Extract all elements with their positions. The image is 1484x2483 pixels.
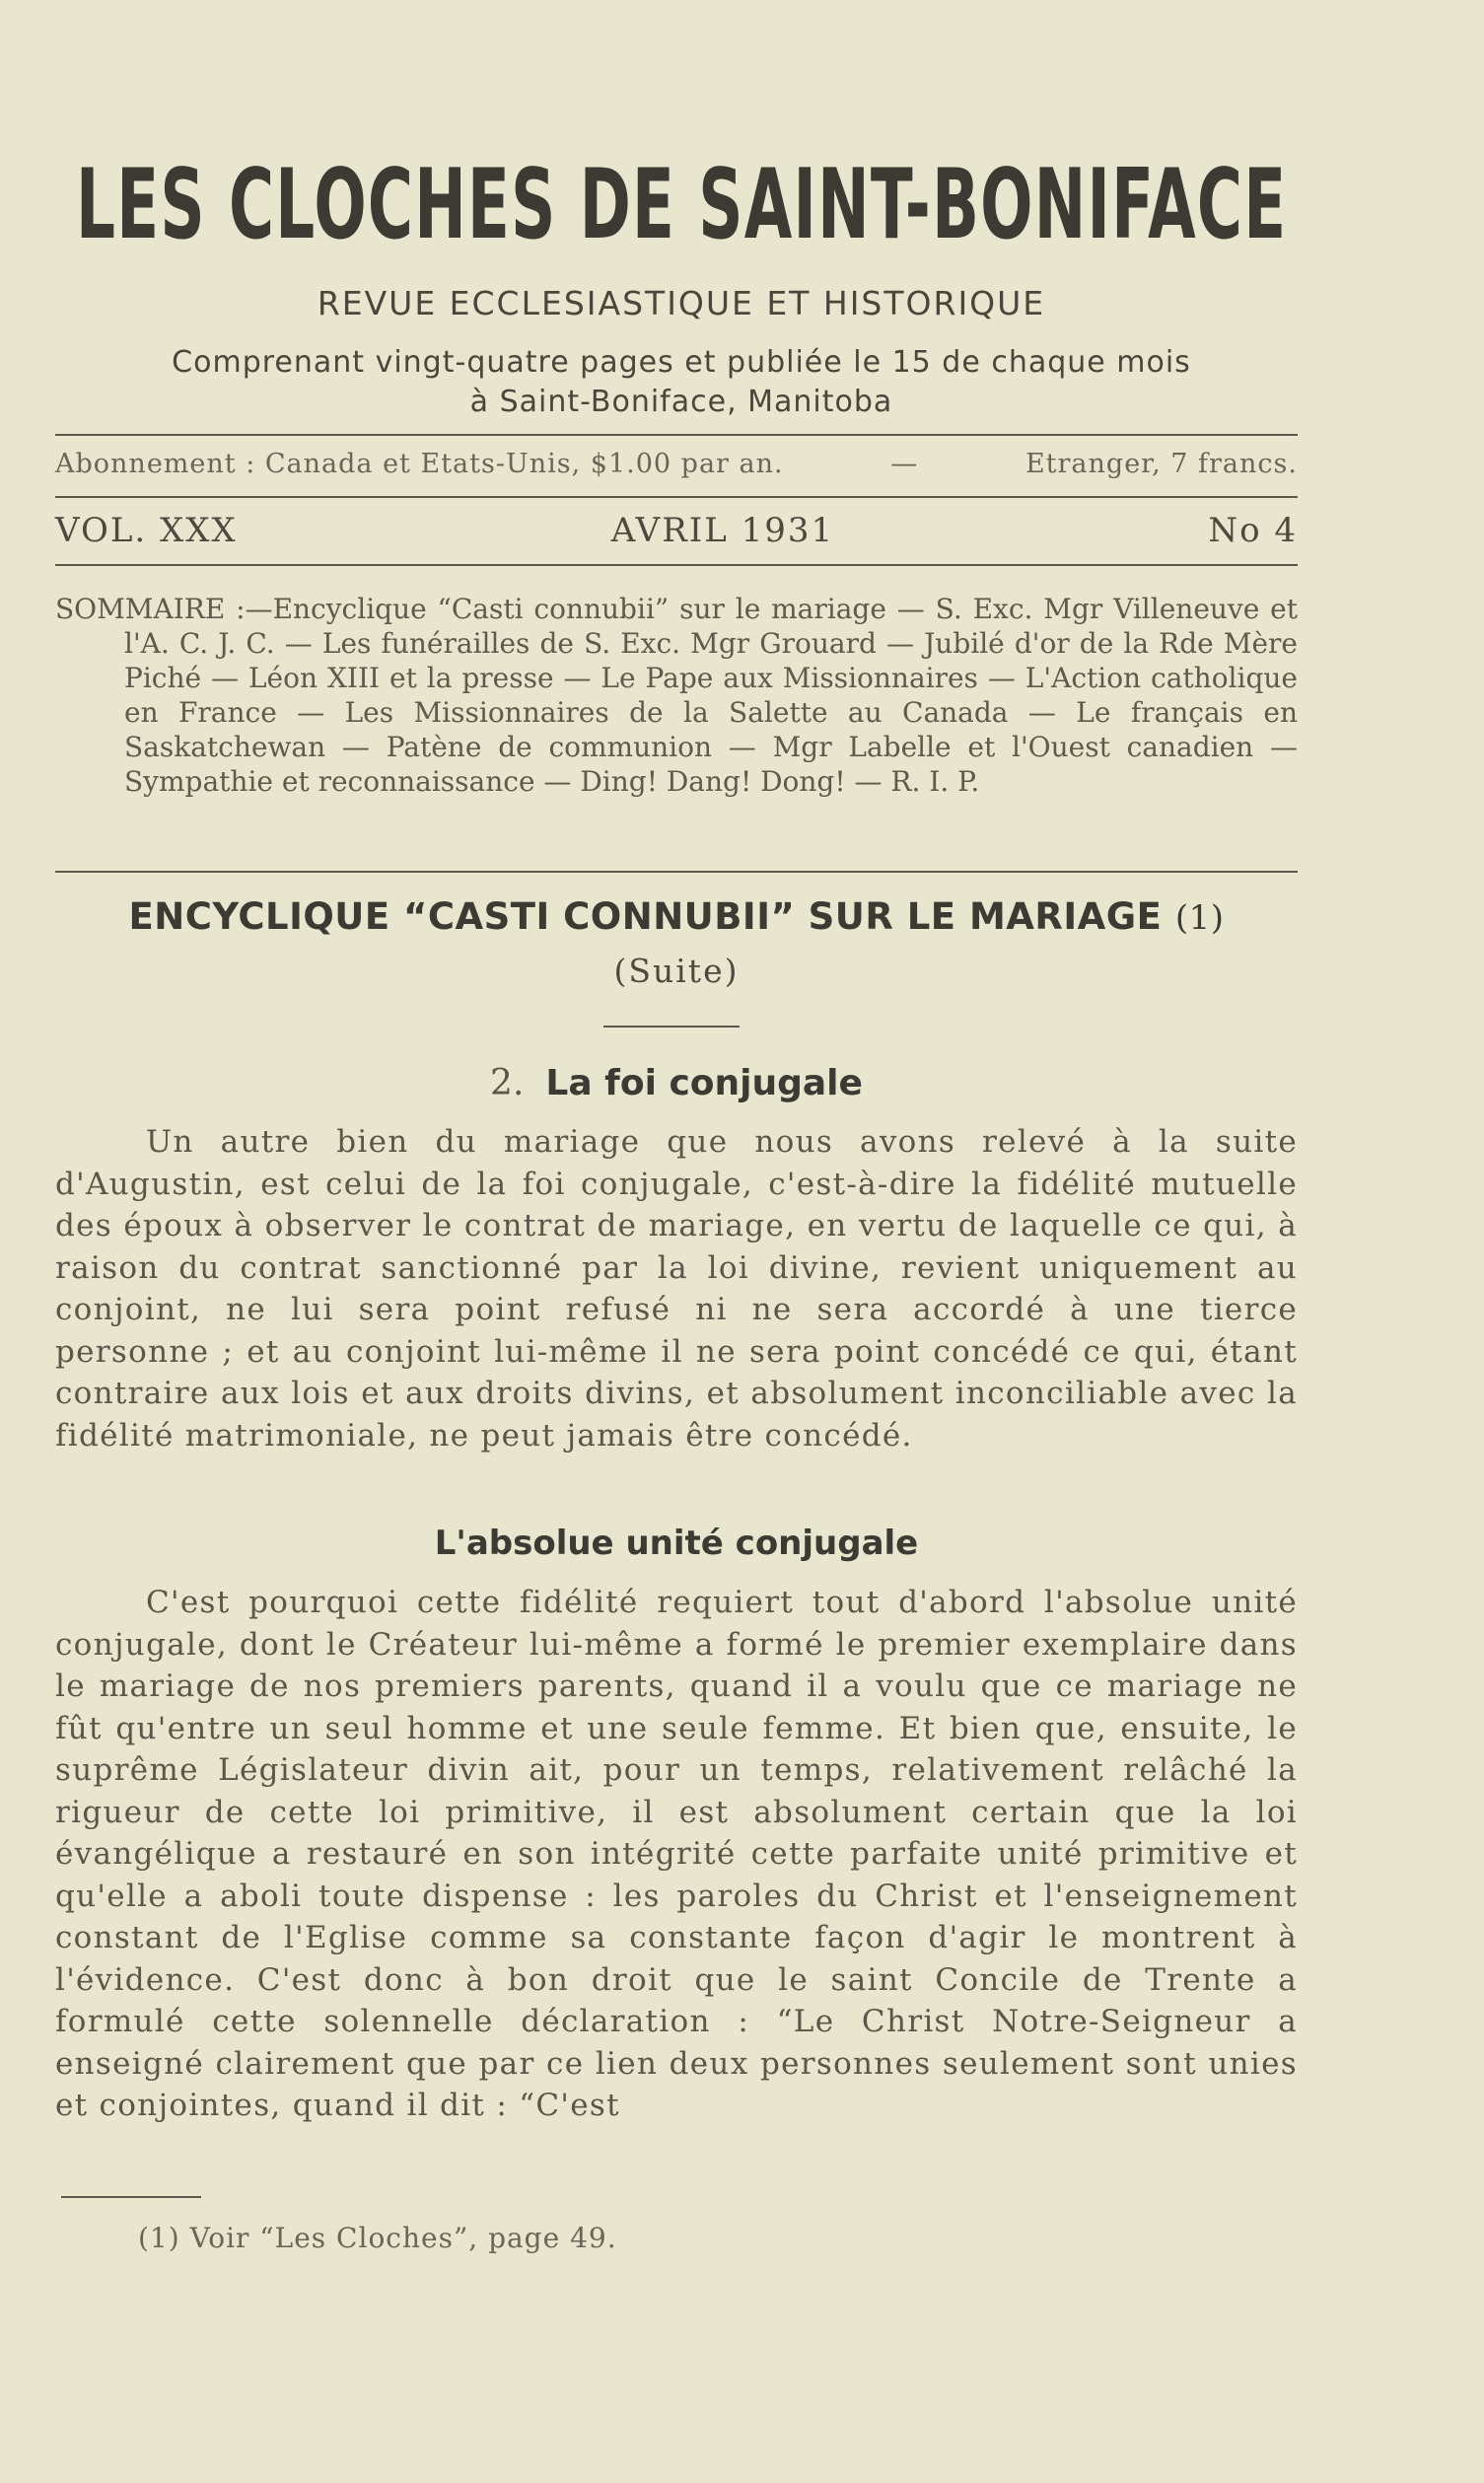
- subscription-line: [55, 449, 1298, 479]
- divider: [55, 496, 1298, 498]
- short-divider: [603, 1026, 740, 1028]
- masthead-subtitle: REVUE ECCLESIASTIQUE ET HISTORIQUE: [317, 284, 1046, 322]
- article-title-text: ENCYCLIQUE “CASTI CONNUBII” SUR LE MARIAGE: [128, 895, 1163, 938]
- subscription-separator: —: [890, 449, 919, 479]
- publication-info-line-2: à Saint-Boniface, Manitoba: [469, 385, 893, 419]
- body-paragraph-1: Un autre bien du mariage que nous avons relevé à la suite d'Augustin, est celui de la foi conjugale, c'est-à-dire la fidélité mutuelle des époux à observer le contrat de mariage, en vertu de laquelle ce qui, à raison du contrat sanctionné par la loi divine, revient uniquement au conjoint, ne lui sera point refusé ni ne sera accordé à une tierce personne ; et au conjoint lui-même il ne sera point concédé ce qui, étant contraire aux lois et aux droits divins, et absolument inconciliable avec la fidélité matrimoniale, ne peut jamais être concédé.: [55, 1124, 1298, 1454]
- issue-line: [55, 511, 1298, 550]
- issue-number: No 4: [1208, 511, 1298, 550]
- subscription-domestic: Abonnement : Canada et Etats-Unis, $1.00 par an.: [55, 449, 784, 479]
- masthead-title: LES CLOCHES DE SAINT-BONIFACE: [76, 149, 1288, 261]
- publication-info-line-1: Comprenant vingt-quatre pages et publiée le 15 de chaque mois: [172, 345, 1191, 380]
- table-of-contents: SOMMAIRE :—Encyclique “Casti connubii” sur le mariage — S. Exc. Mgr Villeneuve et l'A. C. J. C. — Les funérailles de S. Exc. Mgr Grouard — Jubilé d'or de la Rde Mère Piché — Léon XIII et la presse — Le Pape aux Missionnaires — L'Action catholique en France — Les Missionnaires de la Salette au Canada — Le français en Saskatchewan — Patène de communion — Mgr Labelle et l'Ouest canadien — Sympathie et reconnaissance — Ding! Dang! Dong! — R. I. P.: [55, 593, 1298, 798]
- article-continued-label: (Suite): [613, 952, 740, 990]
- subsection-heading: L'absolue unité conjugale: [434, 1524, 919, 1563]
- volume-number: VOL. XXX: [55, 511, 238, 550]
- divider: [55, 871, 1298, 873]
- footnote-divider: [61, 2196, 201, 2198]
- footnote-reference: (1): [1174, 898, 1225, 938]
- section-title: La foi conjugale: [545, 1063, 863, 1103]
- body-paragraph-2: C'est pourquoi cette fidélité requiert tout d'abord l'absolue unité conjugale, dont le Créateur lui-même a formé le premier exemplaire dans le mariage de nos premiers parents, quand il a voulu que ce mariage ne fût qu'entre un seul homme et une seule femme. Et bien que, ensuite, le suprême Législateur divin ait, pour un temps, relativement relâché la rigueur de cette loi primitive, il est absolument certain que la loi évangélique a restauré en son intégrité cette parfaite unité primitive et qu'elle a aboli toute dispense : les paroles du Christ et l'enseignement constant de l'Eglise comme sa constante façon d'agir le montrent à l'évidence. C'est donc à bon droit que le saint Concile de Trente a formulé cette solennelle déclaration : “Le Christ Notre-Seigneur a enseigné clairement que par ce lien deux personnes seulement sont unies et conjointes, quand il dit : “C'est: [55, 1585, 1298, 2123]
- issue-date: AVRIL 1931: [610, 511, 835, 550]
- subscription-foreign: Etranger, 7 francs.: [1025, 449, 1298, 479]
- divider: [55, 434, 1298, 436]
- article-title: [55, 895, 1298, 938]
- footnote: (1) Voir “Les Cloches”, page 49.: [138, 2222, 617, 2254]
- section-number: 2.: [490, 1063, 525, 1103]
- section-heading: [55, 1063, 1298, 1103]
- publication-info: [55, 343, 1307, 422]
- divider: [55, 564, 1298, 566]
